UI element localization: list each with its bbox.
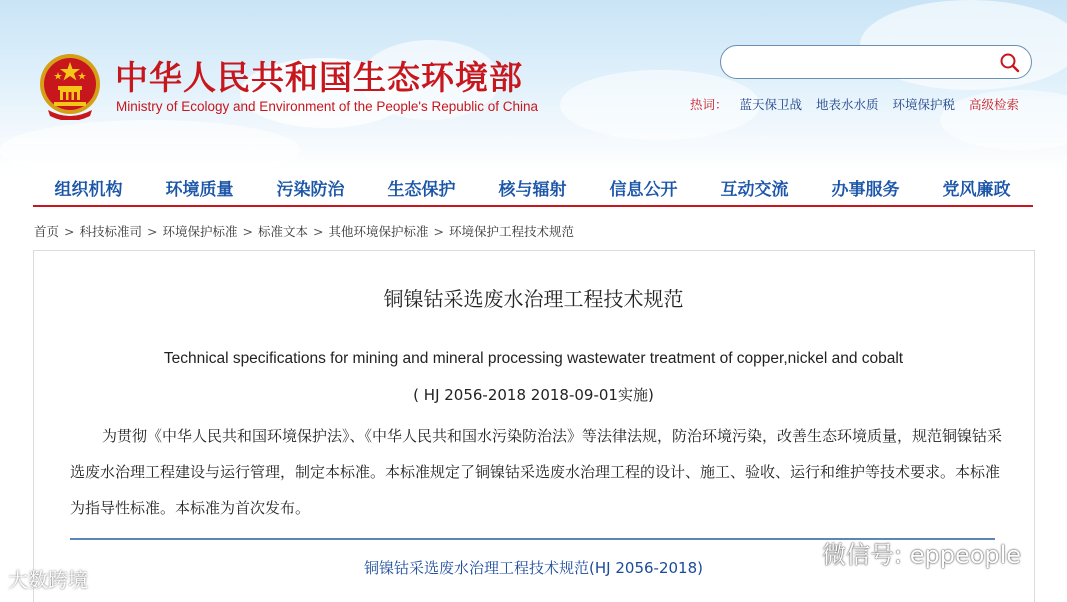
search-box[interactable] <box>720 45 1032 79</box>
search-input[interactable] <box>735 52 985 74</box>
hotword-link[interactable]: 地表水水质 <box>816 97 879 112</box>
national-emblem-icon[interactable] <box>38 50 102 120</box>
hotword-link[interactable]: 蓝天保卫战 <box>739 97 803 112</box>
document-title: 铜镍钴采选废水治理工程技术规范 <box>383 287 684 311</box>
breadcrumb-item[interactable]: 科技标准司 <box>79 224 143 239</box>
hotword-link[interactable]: 环境保护税 <box>892 97 956 112</box>
nav-item-nuclear-radiation[interactable]: 核与辐射 <box>498 180 567 200</box>
breadcrumb-item[interactable]: 标准文本 <box>258 224 309 239</box>
document-paragraph: 为贯彻《中华人民共和国环境保护法》、《中华人民共和国水污染防治法》等法律法规，防治环境污染，改善生态环境质量，规范铜镍钴采选废水治理工程建设与运行管理，制定本标准。本标准规定了铜镍钴采选废水治理工程的设计、施工、验收、运行和维护等技术要求。本标准为指导性标准。本标准为首次发布。 <box>70 427 1003 517</box>
wechat-watermark <box>778 535 1021 575</box>
cloud-decoration <box>0 120 300 170</box>
nav-item-interaction[interactable]: 互动交流 <box>720 180 789 200</box>
search-icon[interactable] <box>999 52 1021 74</box>
nav-divider <box>33 205 1033 207</box>
hotwords-label: 热词： <box>690 97 728 112</box>
nav-item-pollution-control[interactable]: 污染防治 <box>276 180 345 200</box>
dashu-watermark-text: 大数跨境 <box>8 568 88 592</box>
advanced-search-link[interactable]: 高级检索 <box>969 97 1020 112</box>
nav-item-ecological-protection[interactable]: 生态保护 <box>387 180 456 200</box>
breadcrumb-separator: > <box>433 224 444 239</box>
hotwords-bar <box>690 95 1019 113</box>
breadcrumb-separator: > <box>64 224 75 239</box>
breadcrumb-item[interactable]: 环境保护标准 <box>162 224 238 239</box>
breadcrumb-separator: > <box>147 224 158 239</box>
nav-item-information-disclosure[interactable]: 信息公开 <box>609 180 678 200</box>
site-title-cn[interactable]: 中华人民共和国生态环境部 <box>115 58 523 97</box>
document-subtitle-en: Technical specifications for mining and mineral processing wastewater treatment of copper,nickel and cobalt <box>163 350 904 367</box>
breadcrumb-separator: > <box>242 224 253 239</box>
dashu-watermark <box>8 565 88 595</box>
nav-item-party-integrity[interactable]: 党风廉政 <box>942 180 1011 200</box>
main-nav <box>33 176 1033 206</box>
breadcrumb-home[interactable]: 首页 <box>34 224 60 239</box>
breadcrumb-current[interactable]: 环境保护工程技术规范 <box>449 224 575 239</box>
document-code: ( HJ 2056-2018 2018-09-01实施) <box>413 386 654 404</box>
site-title-en: Ministry of Ecology and Environment of the People's Republic of China <box>116 99 539 114</box>
wechat-watermark-text: 微信号: eppeople <box>822 541 1022 569</box>
nav-item-services[interactable]: 办事服务 <box>831 180 900 200</box>
breadcrumb <box>34 222 574 240</box>
nav-item-environment-quality[interactable]: 环境质量 <box>165 180 234 200</box>
attachment-link[interactable]: 铜镍钴采选废水治理工程技术规范(HJ 2056-2018) <box>364 559 703 577</box>
nav-item-organization[interactable]: 组织机构 <box>54 180 123 200</box>
wechat-icon <box>778 541 816 571</box>
breadcrumb-separator: > <box>313 224 324 239</box>
breadcrumb-item[interactable]: 其他环境保护标准 <box>328 224 429 239</box>
